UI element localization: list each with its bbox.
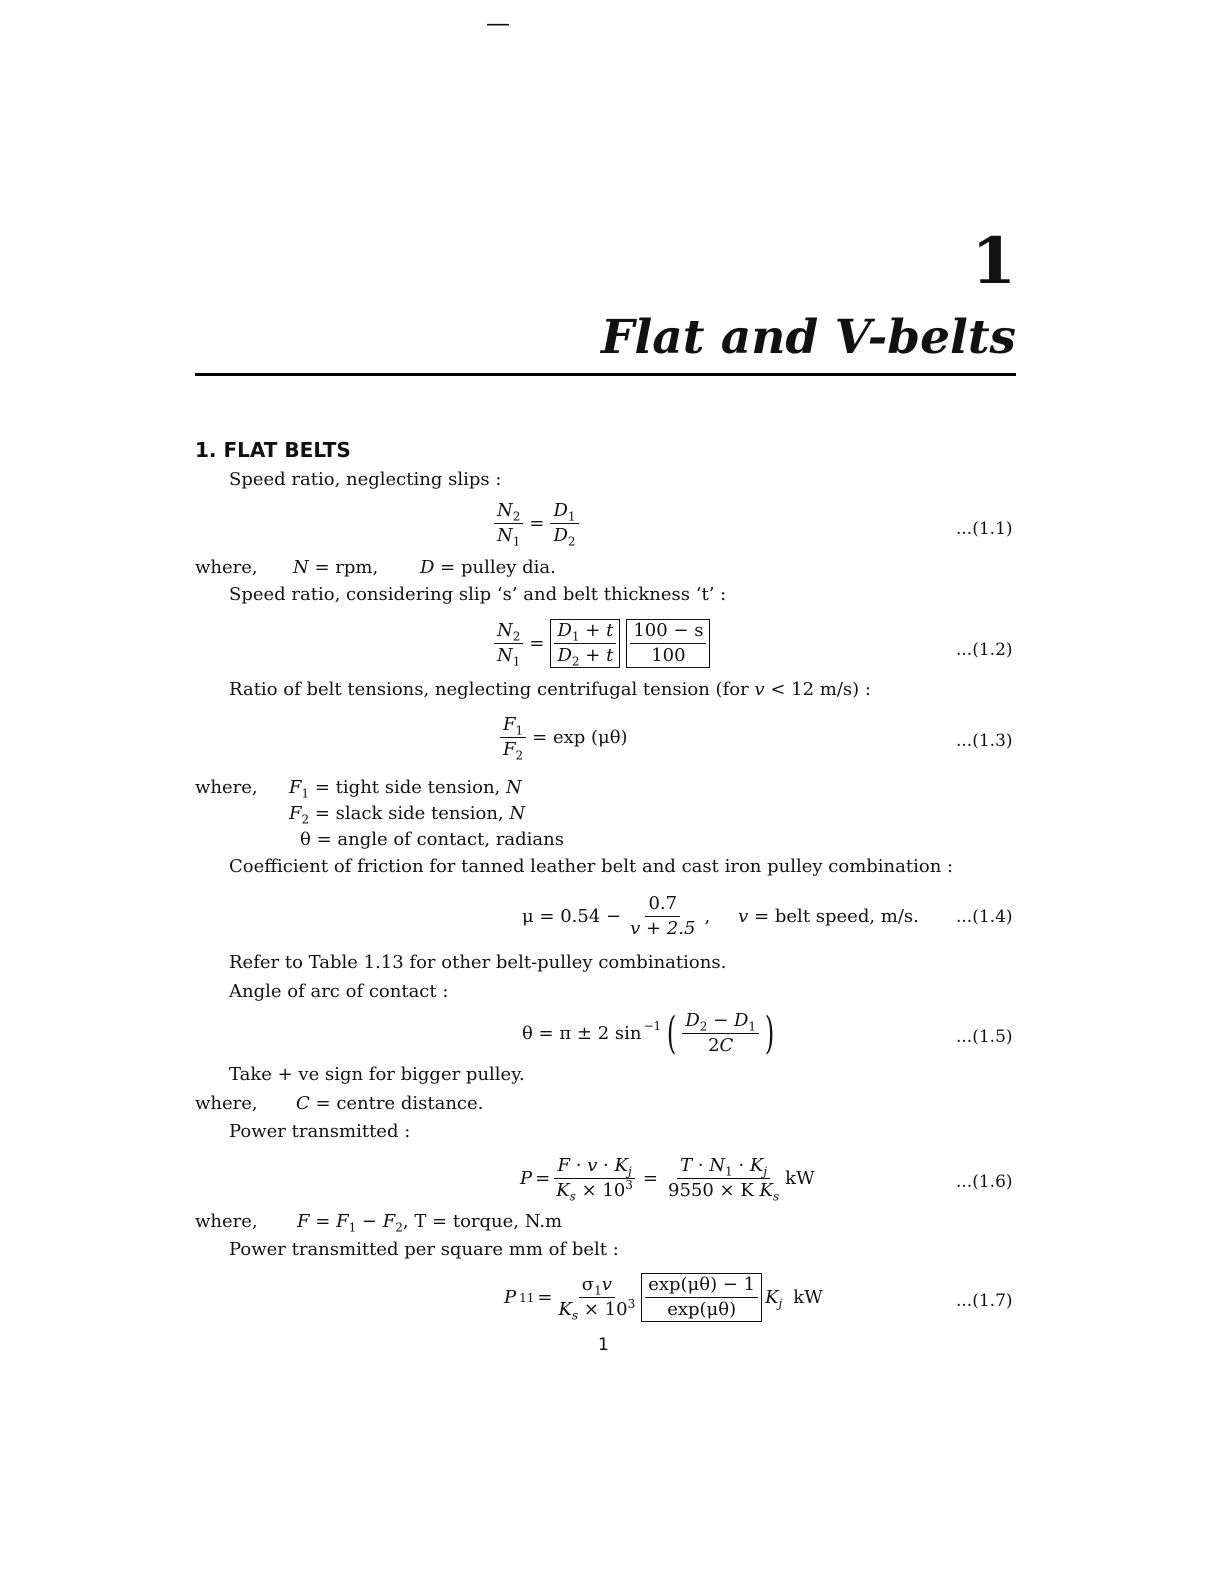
where-n: N = rpm,: [293, 557, 379, 578]
chapter-title: Flat and V-belts: [601, 310, 1016, 365]
section-title: 1. FLAT BELTS: [195, 438, 351, 462]
equation-number: ...(1.7): [956, 1291, 1013, 1311]
equation-1-3: $\frac{F_1}{F_2}$ = exp (μθ): [500, 714, 628, 761]
equation-number: ...(1.4): [956, 907, 1013, 927]
where-c: C = centre distance.: [296, 1093, 484, 1114]
text-slip: Speed ratio, considering slip ‘s’ and belt thickness ‘t’ :: [229, 584, 727, 605]
text-coefficient: Coefficient of friction for tanned leather belt and cast iron pulley combination :: [229, 856, 954, 877]
equation-number: ...(1.5): [956, 1027, 1013, 1047]
where-label: where,: [195, 557, 258, 578]
where-f: $F = F_1 - F_2$, T = torque, N.m: [297, 1211, 563, 1235]
where-d: D = pulley dia.: [420, 557, 556, 578]
text-refer-table: Refer to Table 1.13 for other belt-pulley combinations.: [229, 952, 727, 973]
text-angle-arc: Angle of arc of contact :: [229, 981, 449, 1002]
equation-number: ...(1.3): [956, 731, 1013, 751]
where-label: where,: [195, 1093, 258, 1114]
text-power: Power transmitted :: [229, 1121, 411, 1142]
equation-1-7: P 11 = $\frac{\sigma_1v}{K_s \times 10^3}$ $\frac{\exp(\mu\theta) - 1}{\exp(\mu\theta)}$ $K_j$ kW: [504, 1274, 823, 1323]
text-sign: Take + ve sign for bigger pulley.: [229, 1064, 525, 1085]
where-label: where,: [195, 1211, 258, 1232]
where-f1: $F_1$ = tight side tension, N: [289, 777, 522, 801]
equation-number: ...(1.6): [956, 1172, 1013, 1192]
equation-1-2: $\frac{N_2}{N_1}$ = $\frac{D_1 + t}{D_2 + t}$ $\frac{100 - s}{100}$: [494, 619, 710, 668]
equation-1-6: P = $\frac{F \cdot v \cdot K_j}{K_s \times 10^3}$ = $\frac{T \cdot N_1 \cdot K_j}{9550 \times K K_s}$ kW: [520, 1155, 815, 1204]
where-label: where,: [195, 777, 258, 798]
chapter-number: 1: [971, 224, 1016, 299]
equation-number: ...(1.1): [956, 519, 1013, 539]
equation-number: ...(1.2): [956, 640, 1013, 660]
equation-1-5: θ = π ± 2 sin $^{-1}$ ( $\frac{D_2 - D_1}{2C}$ ): [522, 1007, 775, 1059]
page-number: 1: [598, 1335, 609, 1355]
text-power-per-mm: Power transmitted per square mm of belt :: [229, 1239, 619, 1260]
text-tension-ratio: Ratio of belt tensions, neglecting centrifugal tension (for v < 12 m/s) :: [229, 679, 871, 700]
equation-1-1: $\frac{N_2}{N_1}$ = $\frac{D_1}{D_2}$: [494, 500, 579, 547]
title-rule: [195, 373, 1016, 376]
top-mark: —: [486, 9, 510, 37]
equation-1-4: μ = 0.54 − $\frac{0.7}{v + 2.5}$ , v = belt speed, m/s.: [522, 893, 919, 939]
text-speed-ratio: Speed ratio, neglecting slips :: [229, 469, 502, 490]
where-theta: θ = angle of contact, radians: [300, 829, 564, 850]
where-f2: $F_2$ = slack side tension, N: [289, 803, 526, 827]
